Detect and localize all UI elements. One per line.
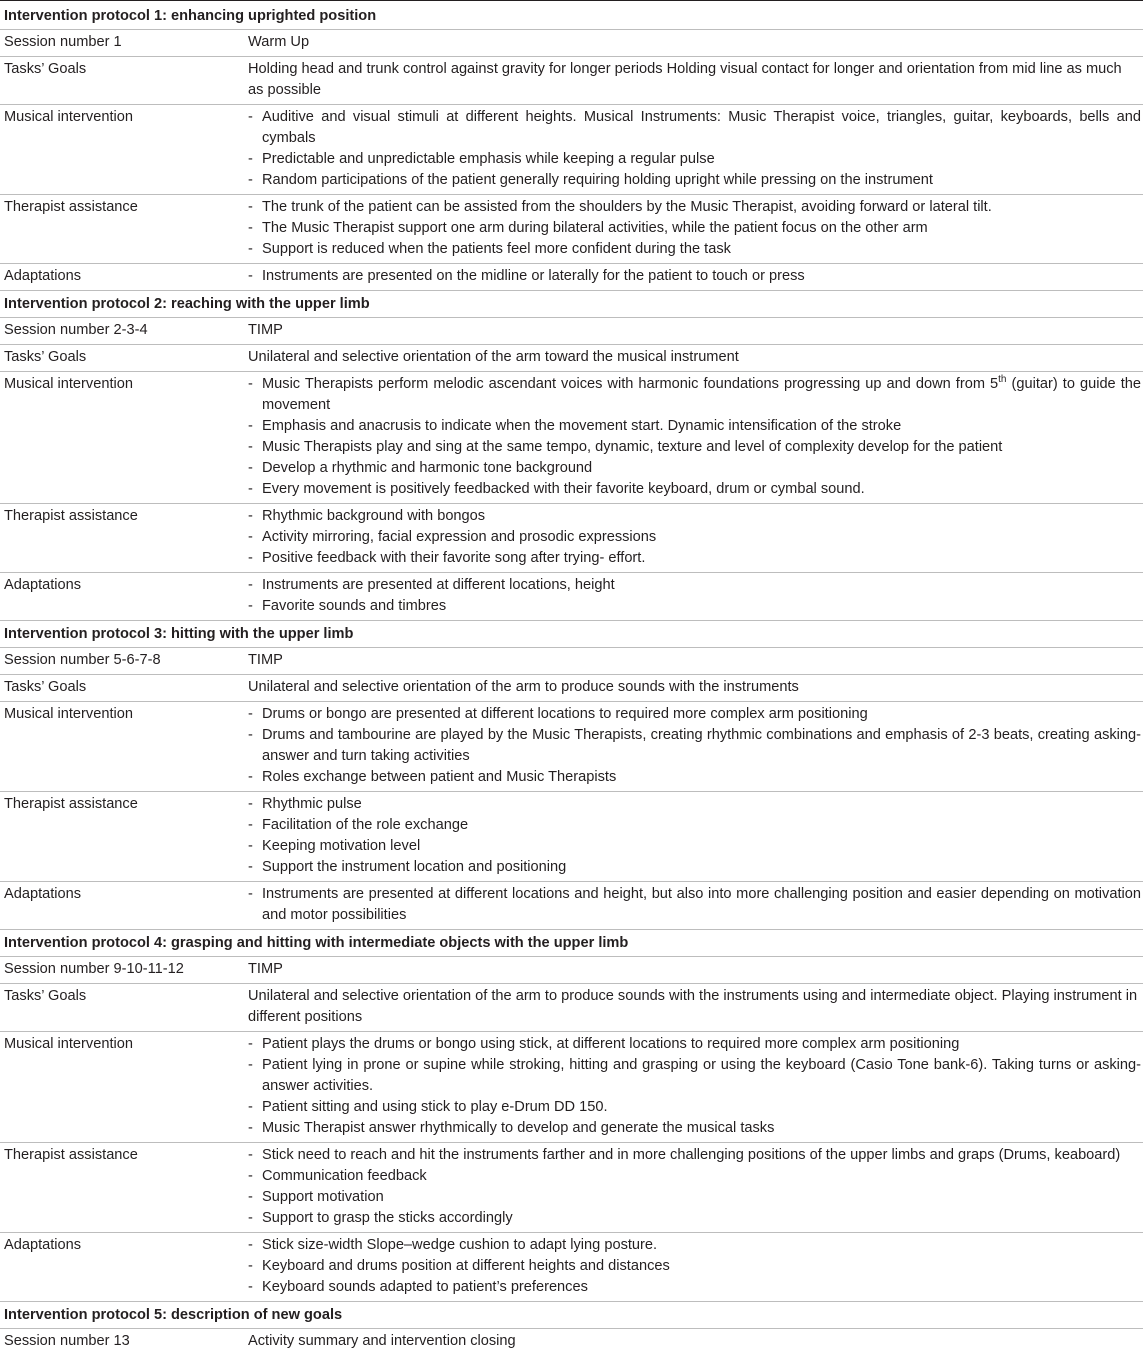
row-label: Adaptations	[4, 577, 82, 593]
list-item: - Keyboard sounds adapted to patient’s preferences	[248, 1277, 1141, 1298]
row-musical	[0, 701, 1143, 791]
row-label: Session number 5-6-7-8	[4, 652, 161, 668]
list-item: - Develop a rhythmic and harmonic tone background	[248, 458, 1141, 479]
row-label: Session number 2-3-4	[4, 322, 148, 338]
list-item: - Keyboard and drums position at different heights and distances	[248, 1256, 1141, 1277]
list-item: - Drums or bongo are presented at different locations to required more complex arm positioning	[248, 704, 1141, 725]
row-label: Musical intervention	[4, 376, 133, 392]
row-label: Tasks’ Goals	[4, 349, 87, 365]
list-item: - Rhythmic pulse	[248, 794, 1141, 815]
list-item: - Instruments are presented at different locations, height	[248, 575, 1141, 596]
protocol-4	[0, 929, 1143, 1301]
list-item: - Support to grasp the sticks accordingly	[248, 1208, 1141, 1229]
row-label: Adaptations	[4, 886, 82, 902]
row-therapist	[0, 791, 1143, 881]
list-item: - Facilitation of the role exchange	[248, 815, 1141, 836]
list-item: - Instruments are presented on the midline or laterally for the patient to touch or press	[248, 266, 1141, 287]
list-item: - Music Therapists play and sing at the same tempo, dynamic, texture and level of complexity develop for the patient	[248, 437, 1141, 458]
list-item: - Instruments are presented at different locations and height, but also into more challenging position and easier depending on motivation and motor possibilities	[248, 884, 1141, 926]
row-adaptations	[0, 263, 1143, 290]
list-item: - Emphasis and anacrusis to indicate when the movement start. Dynamic intensification of the stroke	[248, 416, 1141, 437]
section-title: Intervention protocol 5: description of new goals	[0, 1301, 1143, 1328]
row-value: TIMP	[248, 652, 283, 668]
row-therapist	[0, 503, 1143, 572]
row-label: Musical intervention	[4, 706, 133, 722]
row-label: Therapist assistance	[4, 199, 138, 215]
row-goals	[0, 56, 1143, 104]
row-label: Musical intervention	[4, 1036, 133, 1052]
list-item-text: (guitar) to guide the movement	[262, 376, 1141, 413]
row-label: Session number 13	[4, 1333, 130, 1349]
row-label: Adaptations	[4, 268, 82, 284]
list-item: - Communication feedback	[248, 1166, 1141, 1187]
list-item: - Support the instrument location and positioning	[248, 857, 1141, 878]
list-item-text: Music Therapists perform melodic ascendant voices with harmonic foundations progressing up and down from 5	[262, 376, 999, 392]
list-item: - Predictable and unpredictable emphasis while keeping a regular pulse	[248, 149, 1141, 170]
row-label: Session number 9-10-11-12	[4, 961, 184, 977]
row-label: Tasks’ Goals	[4, 679, 87, 695]
row-label: Adaptations	[4, 1237, 82, 1253]
list-item: - Keeping motivation level	[248, 836, 1141, 857]
row-goals	[0, 344, 1143, 371]
list-item: - Random participations of the patient generally requiring holding upright while pressing on the instrument	[248, 170, 1141, 191]
row-therapist	[0, 1142, 1143, 1232]
row-session	[0, 29, 1143, 56]
list-item: - Stick need to reach and hit the instruments farther and in more challenging positions of the upper limbs and graps (Drums, keaboard)	[248, 1145, 1141, 1166]
row-therapist	[0, 194, 1143, 263]
list-item: - Support motivation	[248, 1187, 1141, 1208]
row-value: Unilateral and selective orientation of the arm to produce sounds with the instruments using and intermediate object. Playing instrument in different positions	[248, 988, 1138, 1025]
row-musical	[0, 371, 1143, 503]
row-adaptations	[0, 1232, 1143, 1301]
list-item: - Patient plays the drums or bongo using stick, at different locations to required more complex arm positioning	[248, 1034, 1141, 1055]
protocol-3	[0, 620, 1143, 929]
row-label: Therapist assistance	[4, 508, 138, 524]
list-item: - Music Therapist answer rhythmically to develop and generate the musical tasks	[248, 1118, 1141, 1139]
row-goals	[0, 674, 1143, 701]
superscript: th	[998, 374, 1007, 386]
list-item: - Stick size-width Slope–wedge cushion to adapt lying posture.	[248, 1235, 1141, 1256]
list-item: - The trunk of the patient can be assisted from the shoulders by the Music Therapist, avoiding forward or lateral tilt.	[248, 197, 1141, 218]
row-value: Unilateral and selective orientation of the arm toward the musical instrument	[248, 349, 739, 365]
section-title: Intervention protocol 2: reaching with the upper limb	[0, 290, 1143, 317]
row-value: TIMP	[248, 961, 283, 977]
row-label: Session number 1	[4, 34, 122, 50]
list-item: - Favorite sounds and timbres	[248, 596, 1141, 617]
section-title: Intervention protocol 1: enhancing uprighted position	[4, 8, 377, 24]
list-item: - Auditive and visual stimuli at different heights. Musical Instruments: Music Therapist voice, triangles, guitar, keyboards, bells and cymbals	[248, 107, 1141, 149]
protocol-2	[0, 290, 1143, 620]
list-item: - Patient sitting and using stick to play e-Drum DD 150.	[248, 1097, 1141, 1118]
row-adaptations	[0, 572, 1143, 620]
protocol-1	[0, 3, 1143, 290]
row-label: Musical intervention	[4, 109, 133, 125]
section-title: Intervention protocol 3: hitting with the upper limb	[0, 620, 1143, 647]
row-label: Therapist assistance	[4, 796, 138, 812]
row-goals	[0, 983, 1143, 1031]
row-value: TIMP	[248, 322, 283, 338]
list-item	[248, 374, 1141, 416]
list-item: - Roles exchange between patient and Music Therapists	[248, 767, 1141, 788]
row-adaptations	[0, 881, 1143, 929]
row-label: Tasks’ Goals	[4, 61, 87, 77]
list-item: - The Music Therapist support one arm during bilateral activities, while the patient focus on the other arm	[248, 218, 1141, 239]
row-musical	[0, 104, 1143, 194]
row-session	[0, 647, 1143, 674]
row-value: Unilateral and selective orientation of the arm to produce sounds with the instruments	[248, 679, 799, 695]
list-item: - Patient lying in prone or supine while stroking, hitting and grasping or using the keyboard (Casio Tone bank-6). Taking turns or asking-answer activities.	[248, 1055, 1141, 1097]
list-item: - Every movement is positively feedbacked with their favorite keyboard, drum or cymbal sound.	[248, 479, 1141, 500]
row-value: Warm Up	[248, 34, 310, 50]
row-session	[0, 1328, 1143, 1355]
row-label: Tasks’ Goals	[4, 988, 87, 1004]
list-item: - Rhythmic background with bongos	[248, 506, 1141, 527]
row-value: Holding head and trunk control against gravity for longer periods Holding visual contact for longer and orientation from mid line as much as possible	[248, 61, 1122, 98]
row-session	[0, 956, 1143, 983]
section-title: Intervention protocol 4: grasping and hitting with intermediate objects with the upper limb	[0, 929, 1143, 956]
list-item: - Drums and tambourine are played by the Music Therapists, creating rhythmic combinations and emphasis of 2-3 beats, creating asking-answer and turn taking activities	[248, 725, 1141, 767]
list-item: - Support is reduced when the patients feel more confident during the task	[248, 239, 1141, 260]
row-label: Therapist assistance	[4, 1147, 138, 1163]
list-item: - Positive feedback with their favorite song after trying- effort.	[248, 548, 1141, 569]
list-item: - Activity mirroring, facial expression and prosodic expressions	[248, 527, 1141, 548]
row-value: Activity summary and intervention closing	[248, 1333, 516, 1349]
row-session	[0, 317, 1143, 344]
row-musical	[0, 1031, 1143, 1142]
protocol-5	[0, 1301, 1143, 1355]
